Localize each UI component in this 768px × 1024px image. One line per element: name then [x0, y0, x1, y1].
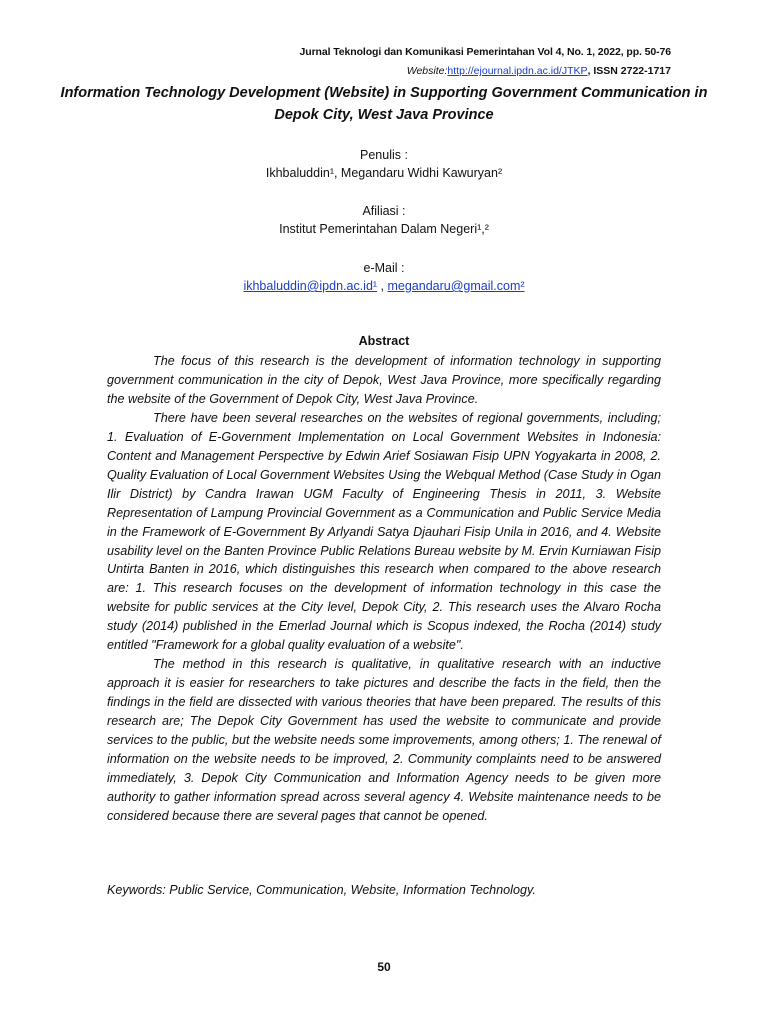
- journal-website-line: [407, 65, 671, 77]
- authors-label: Penulis :: [360, 148, 408, 162]
- email-separator: ,: [377, 279, 388, 293]
- affiliation-label: Afiliasi :: [362, 204, 406, 218]
- email-line: [0, 277, 768, 295]
- paper-title: Information Technology Development (Website) in Supporting Government Communication in Depok City, West Java Province: [60, 85, 708, 123]
- abstract-body: [107, 352, 661, 826]
- website-label: Website:: [406, 65, 448, 77]
- email-link-second[interactable]: megandaru@gmail.com²: [387, 279, 525, 293]
- abstract-paragraph: The focus of this research is the development of information technology in supporting government communication in the city of Depok, West Java Province, more specifically regarding the website of the Government of Depok City, West Java Province.: [107, 354, 661, 406]
- journal-header: Jurnal Teknologi dan Komunikasi Pemerintahan Vol 4, No. 1, 2022, pp. 50-76: [299, 46, 671, 58]
- abstract-paragraph: There have been several researches on the websites of regional governments, including; 1. Evaluation of E-Government Implementation on Local Government Websites in Indonesia: Content and Management Perspective by Edwin Arief Sosiawan Fisip UPN Yogyakarta in 2008, 2. Quality Evaluation of Local Government Websites Using the Webqual Method (Case Study in Ogan Ilir District) by Candra Irawan UGM Faculty of Engineering Thesis in 2011, 3. Website Representation of Lampung Provincial Government as a Communication and Public Service Media in the Framework of E-Government By Arlyandi Satya Djauhari Fisip Unila in 2016, and 4. Website usability level on the Banten Province Public Relations Bureau website by M. Ervin Kurniawan Fisip Untirta Banten in 2016, which distinguishes this research when compared to the above research are: 1. This research focuses on the development of information technology in this case the website for public services at the City level, Depok City, 2. This research uses the Alvaro Rocha study (2014) published in the Emerlad Journal which is Scopus indexed, the Rocha (2014) study entitled "Framework for a global quality evaluation of a website".: [107, 410, 661, 653]
- issn: , ISSN 2722-1717: [587, 65, 671, 77]
- email-link-first[interactable]: ikhbaluddin@ipdn.ac.id¹: [243, 279, 378, 293]
- affiliation-name: Institut Pemerintahan Dalam Negeri¹,²: [279, 222, 489, 236]
- website-link[interactable]: http://ejournal.ipdn.ac.id/JTKP: [447, 65, 588, 77]
- email-label: e-Mail :: [363, 261, 405, 275]
- authors-names: Ikhbaluddin¹, Megandaru Widhi Kawuryan²: [265, 166, 503, 180]
- abstract-heading: Abstract: [358, 334, 410, 348]
- abstract-paragraph: The method in this research is qualitative, in qualitative research with an inductive approach it is easier for researchers to take pictures and describe the facts in the field, then the findings in the field are dissected with various theories that have been prepared. The results of this research are; The Depok City Government has used the website to communicate and provide services to the public, but the website needs some improvements, among others; 1. The renewal of information on the website needs to be improved, 2. Community complaints need to be answered immediately, 3. Depok City Communication and Information Agency needs to be given more authority to gather information spread across several agency 4. Website maintenance needs to be considered because there are several pages that cannot be opened.: [107, 657, 661, 823]
- page-number: 50: [377, 960, 391, 974]
- keywords: Keywords: Public Service, Communication, Website, Information Technology.: [107, 883, 536, 897]
